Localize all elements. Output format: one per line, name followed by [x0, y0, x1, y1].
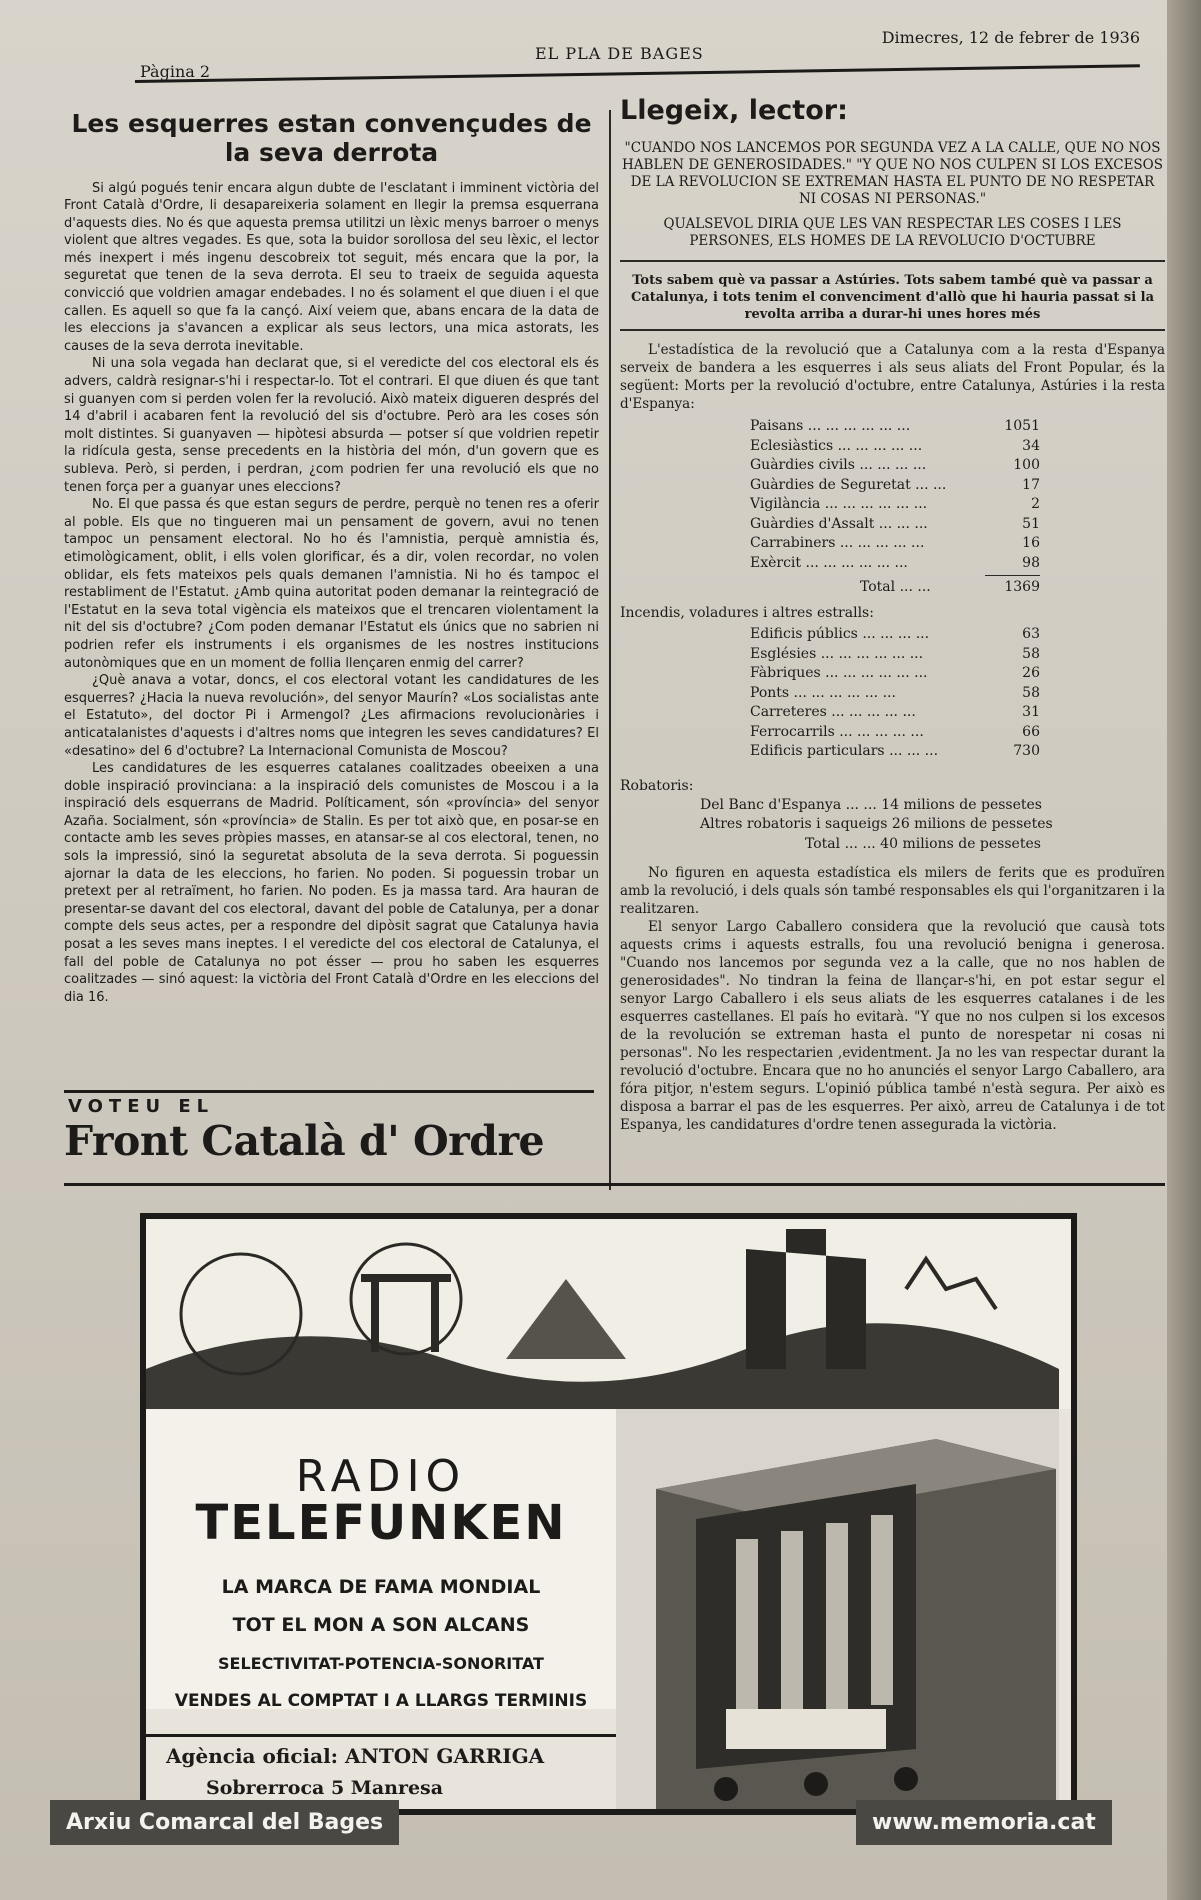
stat-value: 34 — [1022, 437, 1040, 454]
stat-row — [750, 476, 1040, 496]
stat-value: 58 — [1022, 645, 1040, 662]
stat-row — [750, 645, 1040, 665]
vote-kicker: VOTEU EL — [68, 1096, 215, 1117]
page-header — [135, 28, 1140, 84]
stat-value: 100 — [1013, 457, 1040, 473]
stats-intro: L'estadística de la revolució que a Catalunya com a la resta d'Espanya serveix de bandera a les esquerres i als seus aliats del Front Popular, és la següent: Morts per la revolució d'octubre, entre Catalunya, Astúries i la resta d'Espanya: — [620, 342, 1165, 412]
stat-label: Ferrocarrils ... ... ... ... ... — [750, 723, 924, 740]
left-paragraph: ¿Què anava a votar, doncs, el cos electoral votant les candidatures de les esquerres? ¿Hacia la nueva revolución», del senyor Maurín? «Los socialistas ante el Estatuto», del doctor Pi i Armengol? ¿Les afirmacions revolucionàries i anticatalanistes d'aquests i d'altres noms que integren les seves candidatures? El «desatino» del 6 d'octubre? La Internacional Comunista de Moscou? — [64, 673, 599, 759]
stat-value: 98 — [1022, 554, 1040, 571]
total-label: Total ... ... — [860, 579, 931, 595]
ad-tagline: VENDES AL COMPTAT I A LLARGS TERMINIS — [174, 1691, 588, 1711]
right-rule — [620, 260, 1165, 262]
stat-value: 17 — [1022, 476, 1040, 493]
stat-label: Fàbriques ... ... ... ... ... ... — [750, 665, 928, 681]
page-edge — [1167, 0, 1201, 1900]
stat-label: Vigilància ... ... ... ... ... ... — [750, 496, 928, 512]
catalan-quote: QUALSEVOL DIRIA QUE LES VAN RESPECTAR LES COSES I LES PERSONES, ELS HOMES DE LA REVOLUCIO D'OCTUBRE — [663, 216, 1122, 249]
stat-value: 730 — [1013, 743, 1040, 759]
section-rule — [64, 1183, 1165, 1186]
stat-label: Edificis particulars ... ... ... — [750, 743, 939, 759]
stat-value: 31 — [1022, 704, 1040, 720]
stat-label: Guàrdies de Seguretat ... ... — [750, 476, 947, 493]
left-article — [64, 110, 599, 1006]
robbery-total: Total ... ... 40 milions de pessetes — [805, 835, 1041, 852]
fires-table — [750, 625, 1040, 762]
left-article-body — [64, 180, 599, 1007]
website-watermark: www.memoria.cat — [856, 1800, 1112, 1845]
stat-value: 58 — [1022, 684, 1040, 701]
left-paragraph: Ni una sola vegada han declarat que, si el veredicte del cos electoral els és advers, caldrà resignar-s'hi i respectar-lo. Tot el contrari. El que diuen és que tant si guanyen com si perden volen fer la revolució. Això mateix digueren després del 14 d'abril i acabaren fent la revolució del sis d'octubre. Però ara les coses són molt distintes. Si guanyaven — hipòtesi absurda — potser sí que voldrien repetir la ridícula gesta, sense precedents en la història del món, d'un govern que es subleva. Però, si perden, i perdran, ¿com podrien fer una revolució els que no tenen força per a guanyar unes eleccions? — [64, 356, 599, 495]
stat-label: Esglésies ... ... ... ... ... ... — [750, 645, 924, 662]
stat-row — [750, 703, 1040, 723]
robbery-line: Altres robatoris i saqueigs 26 milions de pessetes — [700, 816, 1053, 832]
left-paragraph: Si algú pogués tenir encara algun dubte de l'esclatant i imminent victòria del Front Català d'Ordre, li desapareixeria solament en llegir la premsa esquerrana d'aquests dies. No és que aquesta premsa utilitzi un lèxic menys barroer o menys violent que altres vegades. Es que, sota la buidor sorollosa del seu lèxic, el lector més inexpert i més ingenu descobreix tot seguit, més encara que la por, la seguretat que tenen de la seva derrota. El seu to traeix de seguida aquesta convicció que voldrien amagar endebades. I no és solament el que diuen i el que callen. Es aquell so que fa la cançó. Així veiem que, abans encara de la data de les eleccions ja s'avancen a explicar als seus lectors, una mica astorats, les causes de la seva derrota inevitable. — [64, 180, 599, 354]
ad-tagline: TOT EL MON A SON ALCANS — [232, 1614, 530, 1636]
fires-label: Incendis, voladures i altres estralls: — [620, 605, 874, 621]
newspaper-name: EL PLA DE BAGES — [535, 44, 704, 63]
ad-agency: Agència oficial: ANTON GARRIGA — [166, 1744, 545, 1768]
stat-value: 2 — [1031, 496, 1040, 512]
stat-label: Edificis públics ... ... ... ... — [750, 626, 930, 642]
ad-brand-name: TELEFUNKEN — [195, 1495, 567, 1551]
vote-party-name: Front Català d' Ordre — [64, 1117, 545, 1165]
ad-tagline: SELECTIVITAT-POTENCIA-SONORITAT — [218, 1654, 544, 1673]
stat-row — [750, 742, 1040, 762]
vote-rule — [64, 1090, 594, 1093]
stat-row — [750, 417, 1040, 437]
stat-label: Exèrcit ... ... ... ... ... ... — [750, 554, 908, 571]
left-paragraph: No. El que passa és que estan segurs de perdre, perquè no tenen res a oferir al poble. Els que no tingueren mai un pensament de govern, avui no tenen tampoc un pensament electoral. No ho és l'amnistia, perquè amnistia és, etimològicament, oblit, i ells volen glorificar, és a dir, volen recordar, no volen oblidar, els fets mateixos pels quals demanen l'amnistia. Ni ho és tampoc el restabliment de l'Estatut. ¿Amb quina autoritat poden demanar la reintegració de l'Estatut en la seva total vigència els mateixos que el trencaren violentament la nit del sis d'octubre? ¿Com poden demanar l'Estatut els únics que no sabrien ni podrien refer els instruments i els organismes de les nostres institucions autonòmiques que en un moment de follia llençaren enmig del carrer? — [64, 497, 599, 671]
stat-value: 1051 — [1004, 418, 1040, 434]
stat-value: 63 — [1022, 626, 1040, 642]
stat-row — [750, 515, 1040, 535]
stat-value: 66 — [1022, 723, 1040, 740]
stat-value: 16 — [1022, 535, 1040, 551]
deaths-total — [750, 575, 1040, 599]
stat-row — [750, 684, 1040, 704]
right-headline: Llegeix, lector: — [620, 95, 848, 126]
total-rule — [985, 575, 1040, 576]
stat-label: Paisans ... ... ... ... ... ... — [750, 418, 911, 434]
stat-label: Guàrdies civils ... ... ... ... — [750, 457, 927, 473]
ad-rule — [146, 1734, 616, 1737]
page-number: Pàgina 2 — [140, 62, 211, 81]
ad-tagline: LA MARCA DE FAMA MONDIAL — [221, 1576, 541, 1598]
stat-row — [750, 456, 1040, 476]
spanish-quote: "CUANDO NOS LANCEMOS POR SEGUNDA VEZ A LA CALLE, QUE NO NOS HABLEN DE GENEROSIDADES." "Y QUE NO NOS CULPEN SI LOS EXCESOS DE LA REVOLUCION SE EXTREMAN HASTA EL PUNTO DE NO RESPETAR NI COSAS NI PERSONAS." — [622, 140, 1163, 207]
closing-paragraph: No figuren en aquesta estadística els milers de ferits que es produïren amb la revolució, i dels quals són també responsables els qui l'organitzaren i la realitzaren. — [620, 865, 1165, 917]
stat-row — [750, 625, 1040, 645]
stat-row — [750, 723, 1040, 743]
stat-value: 51 — [1022, 515, 1040, 532]
total-value: 1369 — [1004, 579, 1040, 595]
stat-value: 26 — [1022, 665, 1040, 681]
deaths-table — [750, 417, 1040, 573]
stat-label: Ponts ... ... ... ... ... ... — [750, 684, 896, 701]
ad-radio-word: RADIO — [295, 1451, 467, 1502]
world-scene-illustration — [146, 1219, 1059, 1409]
stat-row — [750, 495, 1040, 515]
stat-label: Carreteres ... ... ... ... ... — [750, 704, 916, 720]
column-divider — [609, 110, 611, 1190]
stat-row — [750, 664, 1040, 684]
stat-label: Carrabiners ... ... ... ... ... — [750, 535, 925, 551]
left-paragraph: Les candidatures de les esquerres catalanes coalitzades obeeixen a una doble inspiració provinciana: a la inspiració dels comunistes de Moscou i a la inspiració dels esquerrans de Madrid. Políticament, són «província» del senyor Azaña. Socialment, són «província» de Stalin. Es per tot això que, en posar-se en contacte amb les seves pròpies masses, en atansar-se al cos electoral, tenen, no sols la impressió, sinó la seguretat absoluta de la seva derrota. Si poguessin ajornar la data de les eleccions, ho farien. No poden. Si poguessin trobar un pretext per al retraïment, ho farien. No poden. Es ja massa tard. Ara hauran de presentar-se davant del cos electoral, davant del poble de Catalunya, per a donar compte dels seus actes, per a respondre del dipòsit sagrat que Catalunya havia posat a les seves mans ineptes. I el veredicte del cos electoral de Catalunya, el fall del poble de Catalunya no pot ésser — prou ho saben les esquerres coalitzades — sinó aquest: la victòria del Front Català d'Ordre en les eleccions del dia 16. — [64, 761, 599, 1005]
issue-date: Dimecres, 12 de febrer de 1936 — [881, 28, 1140, 47]
robbery-list — [700, 796, 1165, 855]
bold-quote: Tots sabem què va passar a Astúries. Tots sabem també què va passar a Catalunya, i tots tenim el convenciment d'allò que hi hauria passat si la revolta arriba a durar-hi unes hores més — [630, 273, 1155, 322]
ad-address: Sobrerroca 5 Manresa — [206, 1777, 444, 1799]
closing-paragraph: El senyor Largo Caballero considera que la revolució que causà tots aquests crims i aquests estralls, fou una revolució benigna i generosa. "Cuando nos lancemos por segunda vez a la calle, que no nos hablen de generosidades". No tindran la feina de llançar-s'hi, en pot estar segur el senyor Largo Caballero i els seus aliats de les esquerres catalanes i de les esquerres castellanes. El país ho evitarà. "Y que no nos culpen si los excesos de la revolución se extreman hasta el punto de norespetar ni cosas ni personas". No les respectarien ,evidentment. Ja no les van respectar durant la revolució d'octubre. Encara que no ho anunciés el senyor Largo Caballero, ara fóra pitjor, n'estem segurs. L'opinió pública també n'està segura. Per això es disposa a barrar el pas de les esquerres. Per això, arreu de Catalunya i de tot Espanya, les candidatures d'ordre tenen assegurada la victòria. — [620, 919, 1165, 1133]
stat-row — [750, 554, 1040, 574]
right-rule — [620, 329, 1165, 331]
stat-label: Eclesiàstics ... ... ... ... ... — [750, 437, 923, 454]
stat-row — [750, 534, 1040, 554]
telefunken-advert — [140, 1213, 1077, 1815]
stat-label: Guàrdies d'Assalt ... ... ... — [750, 515, 928, 532]
left-headline: Les esquerres estan convençudes de la seva derrota — [71, 109, 592, 167]
header-rule — [135, 64, 1140, 83]
robbery-label: Robatoris: — [620, 777, 694, 794]
stat-row — [750, 437, 1040, 457]
right-article — [620, 95, 1165, 1134]
robbery-line: Del Banc d'Espanya ... ... 14 milions de pessetes — [700, 796, 1042, 813]
radio-set-illustration — [616, 1409, 1059, 1809]
archive-watermark: Arxiu Comarcal del Bages — [50, 1800, 399, 1845]
